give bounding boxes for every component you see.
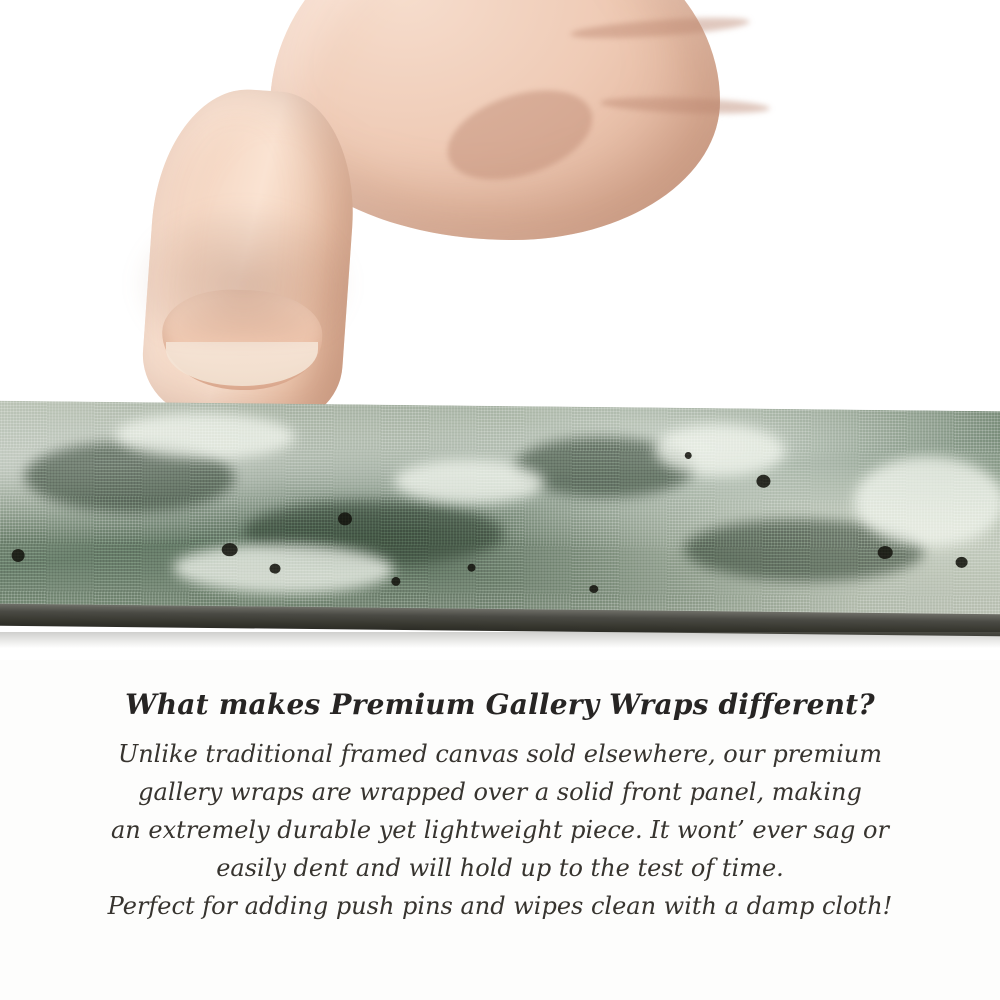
promo-headline: What makes Premium Gallery Wraps different? bbox=[125, 688, 875, 721]
knuckle-crease bbox=[600, 95, 770, 116]
promo-line-1: Unlike traditional framed canvas sold elsewhere, our premium bbox=[117, 740, 882, 768]
hand bbox=[120, 0, 680, 430]
promo-line-4: easily dent and will hold up to the test of time. bbox=[216, 854, 784, 882]
knuckle-crease bbox=[436, 74, 603, 196]
finger-shadow bbox=[128, 200, 358, 340]
promo-text-block bbox=[0, 688, 1000, 925]
promo-line-5: Perfect for adding push pins and wipes clean with a damp cloth! bbox=[107, 892, 893, 920]
canvas-wrap-panel bbox=[0, 401, 1000, 644]
promo-line-3: an extremely durable yet lightweight piece. It wont’ ever sag or bbox=[111, 816, 889, 844]
canvas-weave-texture bbox=[0, 401, 1000, 618]
promo-line-2: gallery wraps are wrapped over a solid front panel, making bbox=[138, 778, 862, 806]
panel-drop-shadow bbox=[0, 632, 1000, 648]
knuckle-crease bbox=[570, 14, 751, 43]
